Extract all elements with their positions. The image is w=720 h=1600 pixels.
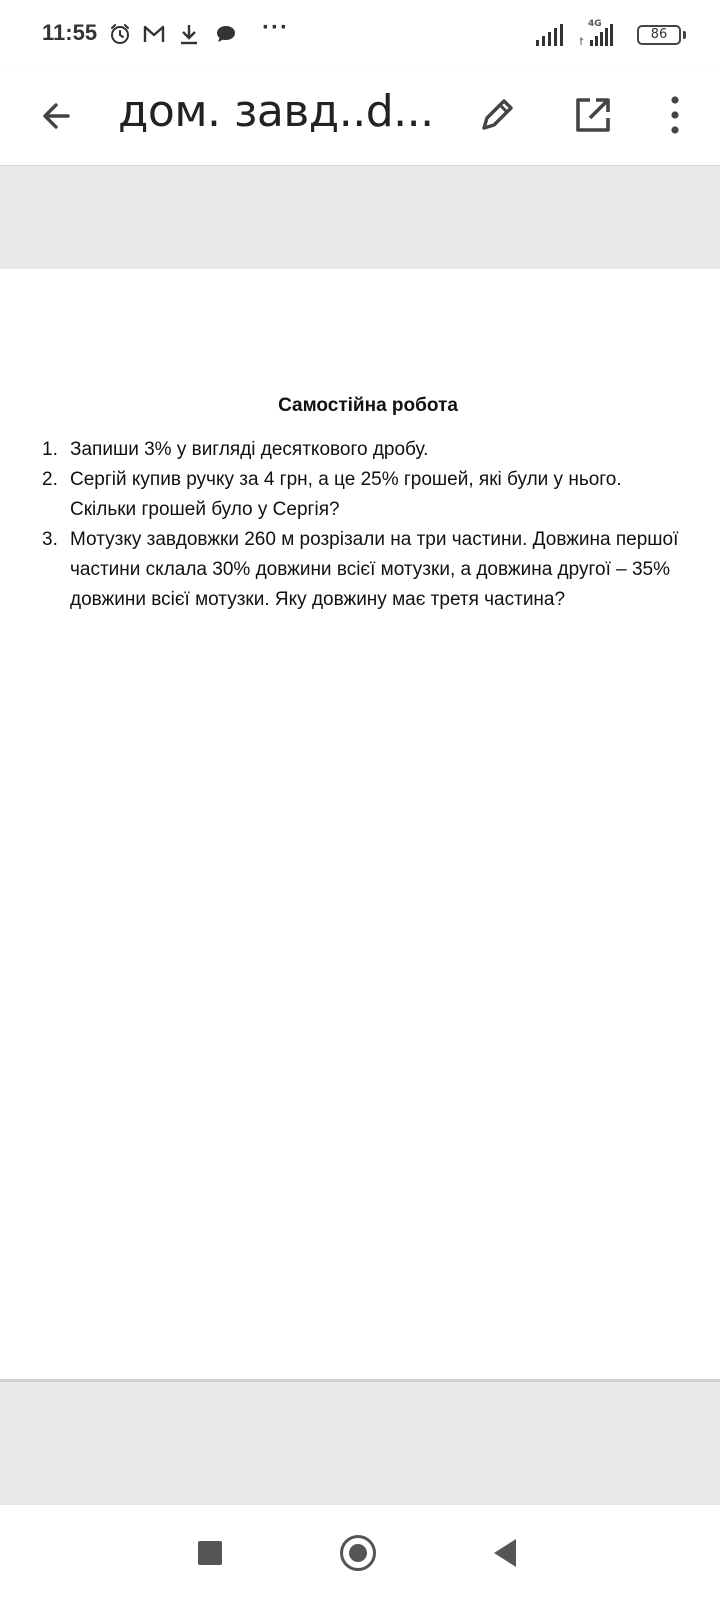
back-arrow-icon[interactable] — [32, 90, 84, 142]
recents-square-icon[interactable] — [198, 1541, 222, 1565]
document-title: дом. завд..d... — [118, 86, 434, 137]
viewer-background-top — [0, 167, 720, 269]
download-icon — [177, 22, 201, 46]
task-number: 2. — [42, 469, 58, 490]
chat-icon — [214, 22, 238, 46]
more-vert-icon[interactable] — [650, 90, 700, 140]
battery-icon — [637, 25, 681, 45]
status-more-dots: ··· — [262, 14, 289, 41]
back-triangle-icon[interactable] — [494, 1539, 516, 1567]
list-item — [42, 465, 682, 525]
network-type-label: 4G — [588, 19, 602, 29]
alarm-icon — [108, 22, 132, 46]
open-external-icon[interactable] — [568, 90, 618, 140]
task-text: Сергій купив ручку за 4 грн, а це 25% грошей, які були у нього. Скільки грошей було у Сергія? — [70, 469, 622, 520]
app-bar — [0, 70, 720, 166]
viewer-background-bottom — [0, 1379, 720, 1505]
signal-4g-icon — [580, 24, 614, 46]
task-number: 3. — [42, 529, 58, 550]
list-item — [42, 525, 682, 615]
battery-level: 86 — [650, 27, 668, 42]
home-circle-icon[interactable] — [340, 1535, 376, 1571]
document-page[interactable] — [0, 269, 720, 1379]
battery-tip — [683, 31, 686, 39]
document-heading: Самостійна робота — [278, 395, 458, 416]
signal-icon — [536, 24, 564, 46]
status-time: 11:55 — [42, 20, 98, 45]
task-text: Запиши 3% у вигляді десяткового дробу. — [70, 439, 429, 460]
task-list — [42, 435, 682, 615]
gmail-icon — [142, 22, 166, 46]
task-number: 1. — [42, 439, 58, 460]
navigation-bar — [0, 1505, 720, 1600]
status-bar — [0, 0, 720, 70]
pencil-icon[interactable] — [472, 90, 522, 140]
list-item — [42, 435, 682, 465]
task-text: Мотузку завдовжки 260 м розрізали на три частини. Довжина першої частини склала 30% довжини всієї мотузки, а довжина другої – 35% довжини всієї мотузки. Яку довжину має третя частина? — [70, 529, 679, 610]
home-dot — [349, 1544, 367, 1562]
